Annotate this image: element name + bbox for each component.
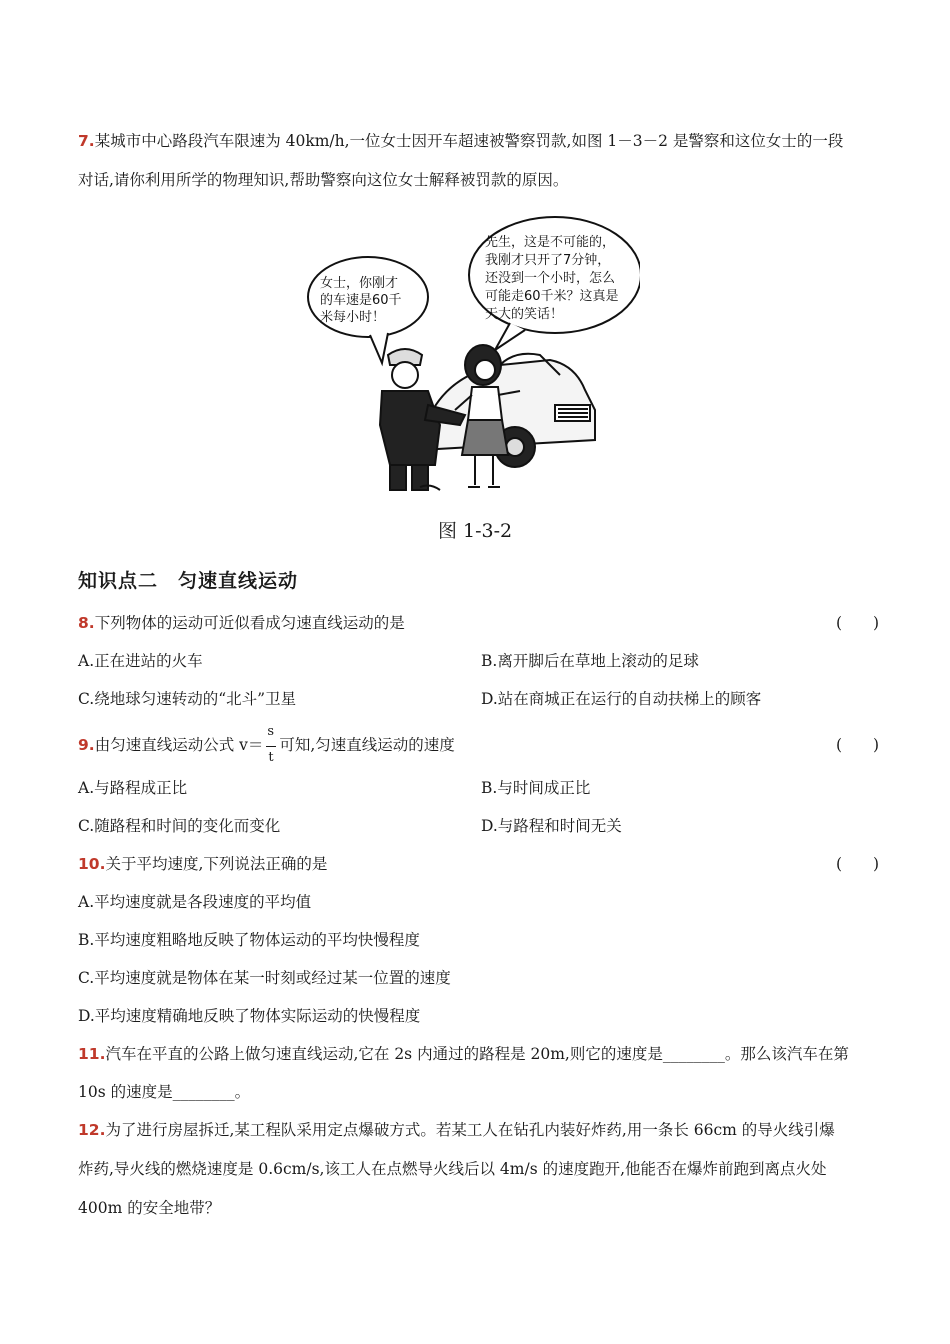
q10-number: 10. [78, 855, 106, 873]
q8-number: 8. [78, 614, 95, 632]
q9-number: 9. [78, 736, 95, 754]
lady-bubble-line-5: 天大的笑话！ [485, 307, 564, 322]
q9-option-c[interactable]: C.随路程和时间的变化而变化 [78, 817, 281, 835]
q12-line3: 400m 的安全地带？ [78, 1199, 221, 1217]
q10-text: 关于平均速度,下列说法正确的是 [105, 855, 328, 873]
q8-option-b[interactable]: B.离开脚后在草地上滚动的足球 [481, 652, 699, 670]
fraction-numerator: s [267, 724, 275, 739]
lady-bubble-line-2: 我刚才只开了7分钟， [485, 253, 611, 268]
q7-line1 [78, 131, 843, 151]
q7-text-1: 某城市中心路段汽车限速为 40km/h,一位女士因开车超速被警察罚款,如图 1－3－2 是警察和这位女士的一段 [94, 132, 844, 150]
q8-text: 下列物体的运动可近似看成匀速直线运动的是 [94, 614, 405, 632]
q10-option-c[interactable]: C.平均速度就是物体在某一时刻或经过某一位置的速度 [78, 969, 451, 987]
q9-option-a[interactable]: A.与路程成正比 [78, 779, 188, 797]
q10-option-b[interactable]: B.平均速度粗略地反映了物体运动的平均快慢程度 [78, 931, 420, 949]
q11-line2[interactable]: 10s 的速度是________。 [78, 1083, 251, 1101]
q8-stem [78, 613, 405, 633]
q12-number: 12. [78, 1121, 106, 1139]
q9-formula-fraction [265, 724, 277, 765]
police-bubble-line-2: 的车速是60千 [320, 293, 402, 308]
lady-bubble-line-1: 先生，这是不可能的， [485, 235, 616, 250]
q12-text-1: 为了进行房屋拆迁,某工程队采用定点爆破方式。若某工人在钻孔内装好炸药,用一条长 66cm 的导火线引爆 [105, 1121, 835, 1139]
q9-text-after: 可知,匀速直线运动的速度 [279, 736, 455, 754]
q9-option-b[interactable]: B.与时间成正比 [481, 779, 591, 797]
q8-option-a[interactable]: A.正在进站的火车 [78, 652, 203, 670]
police-bubble-line-3: 米每小时！ [320, 310, 386, 325]
q12-line2: 炸药,导火线的燃烧速度是 0.6cm/s,该工人在点燃导火线后以 4m/s 的速度跑开,他能否在爆炸前跑到离点火处 [78, 1160, 827, 1178]
q9-option-d[interactable]: D.与路程和时间无关 [481, 817, 622, 835]
q10-answer-blank[interactable]: ( ) [836, 855, 880, 873]
q8-answer-blank[interactable]: ( ) [836, 614, 880, 632]
q11-line1 [78, 1044, 849, 1064]
lady-bubble-line-4: 可能走60千米？这真是 [485, 289, 619, 304]
police-bubble-line-1: 女士，你刚才 [320, 276, 399, 291]
fraction-denominator: t [268, 750, 274, 765]
figure-caption: 图 1-3-2 [438, 520, 513, 542]
q9-text-before: 由匀速直线运动公式 v＝ [94, 736, 264, 754]
q10-option-a[interactable]: A.平均速度就是各段速度的平均值 [78, 893, 312, 911]
q8-option-d[interactable]: D.站在商城正在运行的自动扶梯上的顾客 [481, 690, 762, 708]
q10-option-d[interactable]: D.平均速度精确地反映了物体实际运动的快慢程度 [78, 1007, 421, 1025]
q7-number: 7. [78, 132, 95, 150]
lady-bubble-line-3: 还没到一个小时，怎么 [485, 271, 616, 286]
section-title: 知识点二 匀速直线运动 [78, 570, 299, 592]
q10-stem [78, 854, 327, 874]
q9-answer-blank[interactable]: ( ) [836, 736, 880, 754]
q11-text-1[interactable]: 汽车在平直的公路上做匀速直线运动,它在 2s 内通过的路程是 20m,则它的速度是________。那么该汽车在第 [105, 1045, 849, 1063]
q7-line2: 对话,请你利用所学的物理知识,帮助警察向这位女士解释被罚款的原因。 [78, 171, 569, 189]
q9-stem [78, 724, 455, 765]
police-lady-cartoon [300, 215, 640, 500]
police-officer-drawing [380, 349, 465, 490]
q12-line1 [78, 1120, 835, 1140]
q8-option-c[interactable]: C.绕地球匀速转动的“北斗”卫星 [78, 690, 297, 708]
q11-number: 11. [78, 1045, 106, 1063]
